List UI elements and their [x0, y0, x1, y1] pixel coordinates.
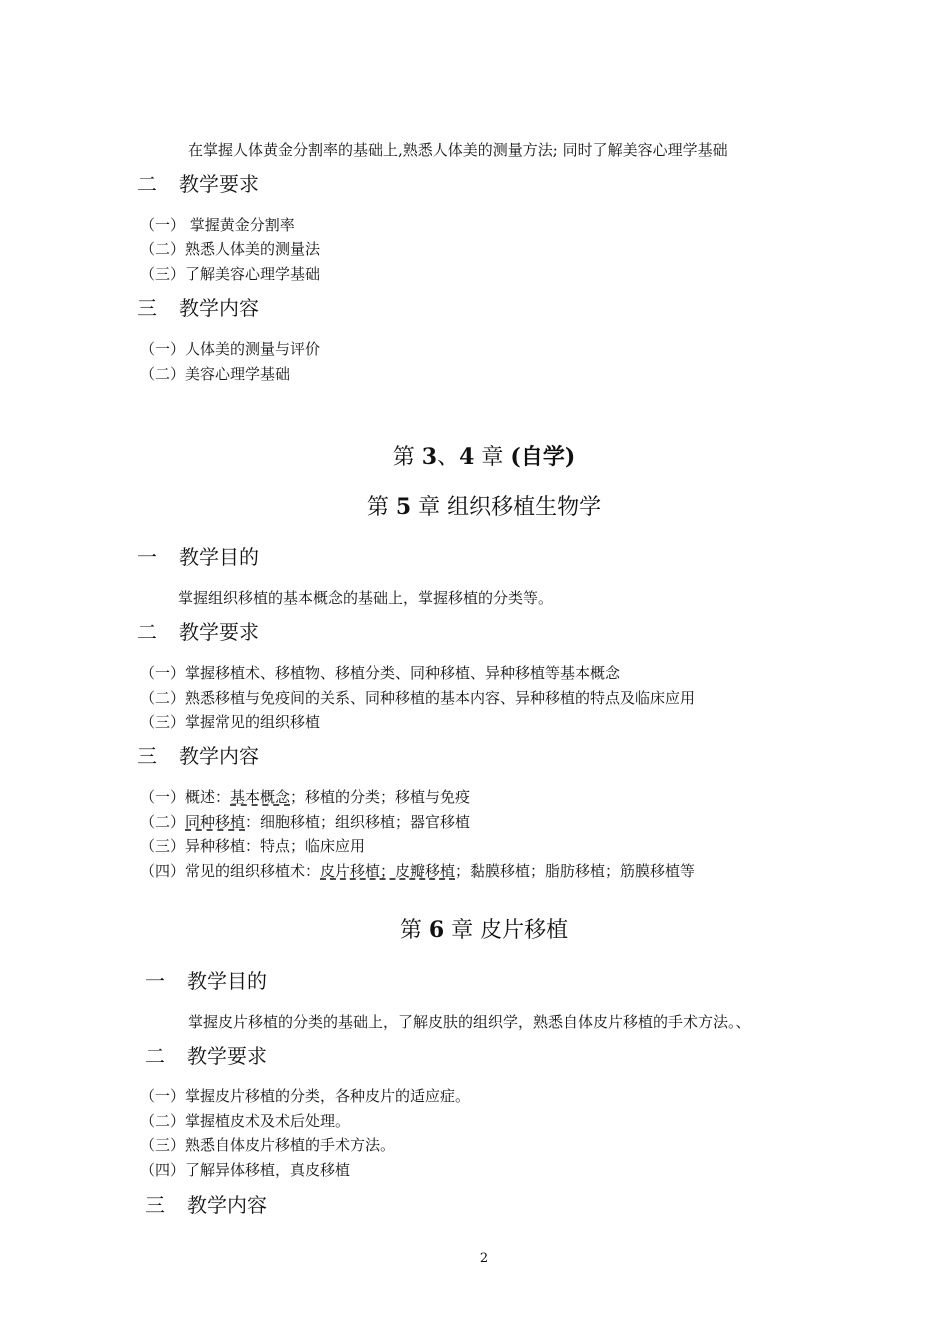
list-item: （一）概述：基本概念；移植的分类；移植与免疫: [140, 788, 471, 806]
section-heading-requirements: [137, 168, 259, 197]
section-heading-content: [137, 740, 259, 769]
section-number: 三: [137, 744, 157, 768]
section-heading-content: [137, 292, 259, 321]
section-number: 一: [137, 545, 157, 569]
chapter-title: 第 3、4 章 (自学): [392, 444, 576, 470]
page-number: 2: [479, 1251, 489, 1266]
section-number: 三: [145, 1193, 165, 1217]
underlined-term: 皮片移植；皮瓣移植: [320, 862, 456, 880]
section-title: 教学目的: [179, 545, 259, 569]
goal-text: 掌握皮片移植的分类的基础上，了解皮肤的组织学，熟悉自体皮片移植的手术方法。、: [188, 1013, 751, 1031]
section-heading-requirements: [137, 616, 259, 645]
section-number: 三: [137, 296, 157, 320]
section-number: 二: [137, 620, 157, 644]
list-item: （三）熟悉自体皮片移植的手术方法。: [140, 1136, 396, 1154]
list-item: （二）美容心理学基础: [140, 365, 291, 383]
section-heading-goal: [145, 965, 267, 994]
section-number: 二: [137, 172, 157, 196]
list-item: （四）了解异体移植，真皮移植: [140, 1161, 351, 1179]
list-item: （三）了解美容心理学基础: [140, 265, 321, 283]
list-item: （一）掌握皮片移植的分类，各种皮片的适应症。: [140, 1087, 471, 1105]
list-item: （二）掌握植皮术及术后处理。: [140, 1112, 351, 1130]
section-title: 教学内容: [179, 296, 259, 320]
goal-text: 掌握组织移植的基本概念的基础上，掌握移植的分类等。: [178, 589, 554, 607]
list-item: （一） 掌握黄金分割率: [140, 216, 295, 234]
section-number: 一: [145, 969, 165, 993]
list-item: （一）人体美的测量与评价: [140, 340, 321, 358]
intro-text: 在掌握人体黄金分割率的基础上,熟悉人体美的测量方法; 同时了解美容心理学基础: [188, 141, 728, 159]
underlined-term: 同种移植: [185, 813, 246, 831]
list-item: （四）常见的组织移植术：皮片移植；皮瓣移植；黏膜移植；脂肪移植；筋膜移植等: [140, 862, 696, 880]
section-title: 教学目的: [187, 969, 267, 993]
list-item: （三）掌握常见的组织移植: [140, 713, 321, 731]
chapter-title: 第 5 章 组织移植生物学: [366, 494, 602, 520]
section-title: 教学要求: [187, 1044, 267, 1068]
section-title: 教学内容: [179, 744, 259, 768]
list-item: （二）熟悉人体美的测量法: [140, 240, 321, 258]
section-title: 教学内容: [187, 1193, 267, 1217]
section-heading-requirements: [145, 1040, 267, 1069]
section-title: 教学要求: [179, 172, 259, 196]
section-heading-content: [145, 1189, 267, 1218]
list-item: （一）掌握移植术、移植物、移植分类、同种移植、异种移植等基本概念: [140, 664, 621, 682]
list-item: （三）异种移植：特点；临床应用: [140, 837, 366, 855]
section-title: 教学要求: [179, 620, 259, 644]
list-item: （二）熟悉移植与免疫间的关系、同种移植的基本内容、异种移植的特点及临床应用: [140, 689, 696, 707]
section-heading-goal: [137, 541, 259, 570]
chapter-title: 第 6 章 皮片移植: [399, 917, 569, 943]
list-item: （二）同种移植：细胞移植；组织移植；器官移植: [140, 813, 471, 831]
underlined-term: 基本概念: [230, 788, 291, 806]
section-number: 二: [145, 1044, 165, 1068]
